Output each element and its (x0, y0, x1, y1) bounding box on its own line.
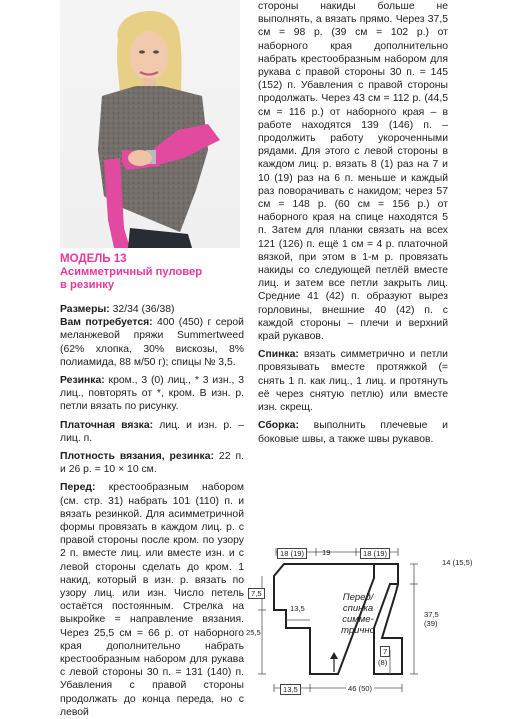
gauge-label: Плотность вязания, резинка: (60, 451, 214, 463)
dim-left-side: 25,5 (246, 628, 261, 637)
dim-top-mid: 19 (322, 548, 331, 557)
diagram-caption: Перед/ спинка симме- трично (341, 592, 375, 636)
back-value: вязать симметрично и петли провязывать вместе протяжкой (= снять 1 п. как лиц., 1 лиц. и протянуть её через снятую петлю) или вместе изн. скрещ. (258, 349, 448, 414)
dim-inner-right: 7 (380, 646, 390, 657)
dim-top-left: 18 (19) (277, 548, 307, 559)
right-column (258, 0, 448, 446)
gauge-value: 22 п. и 26 р. = 10 × 10 см. (60, 451, 244, 476)
garter-paragraph (60, 419, 244, 445)
materials-label: Вам потребуется: (60, 317, 153, 329)
model-subtitle-line2: в резинку (60, 278, 115, 291)
sizes-label: Размеры: (60, 304, 110, 315)
front-label: Перед: (60, 482, 96, 494)
dim-top-right: 18 (19) (360, 548, 390, 559)
dim-bottom-right: 46 (50) (348, 684, 373, 693)
rib-paragraph (60, 374, 244, 414)
materials-value: 400 (450) г серой меланжевой пряжи Summertweed (62% хлопка, 30% вискозы, 8% полиамида, 88 м/50 г); спицы № 3,5. (60, 317, 244, 368)
front-value: крестообразным набором (см. стр. 31) набрать 101 (110) п. и вязать резинкой. Для асимметричной формы провязать в каждом лиц. р. с правой стороны после кром. по узору 2 п. вместе лиц. или вместе изн. и с левой стороны сделать до кром. 1 накид, который в изн. р. вязать по узору лиц. или изн. Число петель остаётся постоянным. Стрелка на выкройке = направление вязания. Через 25,5 см = 66 р. от наборного края дополнительно набрать крестообразным набором для рукава с левой стороны 30 п. = 131 (140) п. Убавления с правой стороны продолжать до конца переда, но с левой (60, 482, 244, 718)
materials-paragraph (60, 316, 244, 369)
garter-value: лиц. и изн. р. – лиц. п. (60, 419, 244, 444)
dim-right-side: 37,5 (39) (424, 610, 439, 628)
assembly-label: Сборка: (258, 420, 299, 432)
front-continued-text: стороны накиды больше не выполнять, а вязать прямо. Через 37,5 см = 98 р. (39 см = 102 р.) от наборного края дополнительно набрать крестообразным набором для рукава с правой стороны 30 п. = 145 (152) п. Убавления с правой стороны продолжать. Через 43 см = 112 р. (44,5 см = 116 р.) от наборного края – в работе находятся 139 (146) п. – продолжить работу укороченными рядами. Для этого с левой стороны в каждом лиц. р. вязать 8 (1) раз на 7 и 10 (19) раз на 6 п. меньше и каждый раз поворачивать с накидом; через 57 см = 148 р. (60 см = 156 р.) от наборного края на спице находятся 5 п. Затем для планки связать на всех 121 (126) п. ещё 1 см = 4 р. платочной вязкой, при этом в 1-м р. провязать накиды со следующей петлёй вместе лиц. и затем все петли закрыть лиц. Средние 41 (42) п. образуют вырез горловины, внешние 40 (42) п. с каждой стороны – плечи и верхний край рукавов. (258, 1, 448, 343)
model-illustration (60, 0, 240, 248)
left-column (60, 253, 244, 719)
rib-label: Резинка: (60, 375, 105, 387)
model-subtitle (60, 266, 244, 291)
rib-value: кром., 3 (0) лиц., * 3 изн., 3 лиц., повторять от *, кром. В изн. р. петли вязать по рисунку. (60, 375, 244, 413)
gauge-paragraph (60, 450, 244, 476)
model-title: МОДЕЛЬ 13 (60, 253, 127, 265)
dim-left-upper: 7,5 (248, 588, 265, 599)
back-paragraph (258, 348, 448, 414)
model-photo (60, 0, 240, 248)
back-label: Спинка: (258, 349, 299, 361)
sizes-value: 32/34 (36/38) (109, 304, 175, 315)
sizes-paragraph (60, 303, 244, 316)
dim-inner-right-paren: (8) (378, 658, 388, 667)
dim-inner-left: 13,5 (290, 604, 305, 613)
model-subtitle-line1: Асимметричный пуловер (60, 266, 203, 278)
dim-right-top: 14 (15,5) (442, 558, 473, 567)
assembly-value: выполнить плечевые и боковые швы, а также швы рукавов. (258, 420, 448, 445)
dim-bottom-left: 13,5 (280, 684, 301, 695)
assembly-paragraph (258, 419, 448, 445)
pattern-diagram (246, 538, 518, 699)
front-paragraph (60, 481, 244, 719)
garter-label: Платочная вязка: (60, 419, 154, 431)
